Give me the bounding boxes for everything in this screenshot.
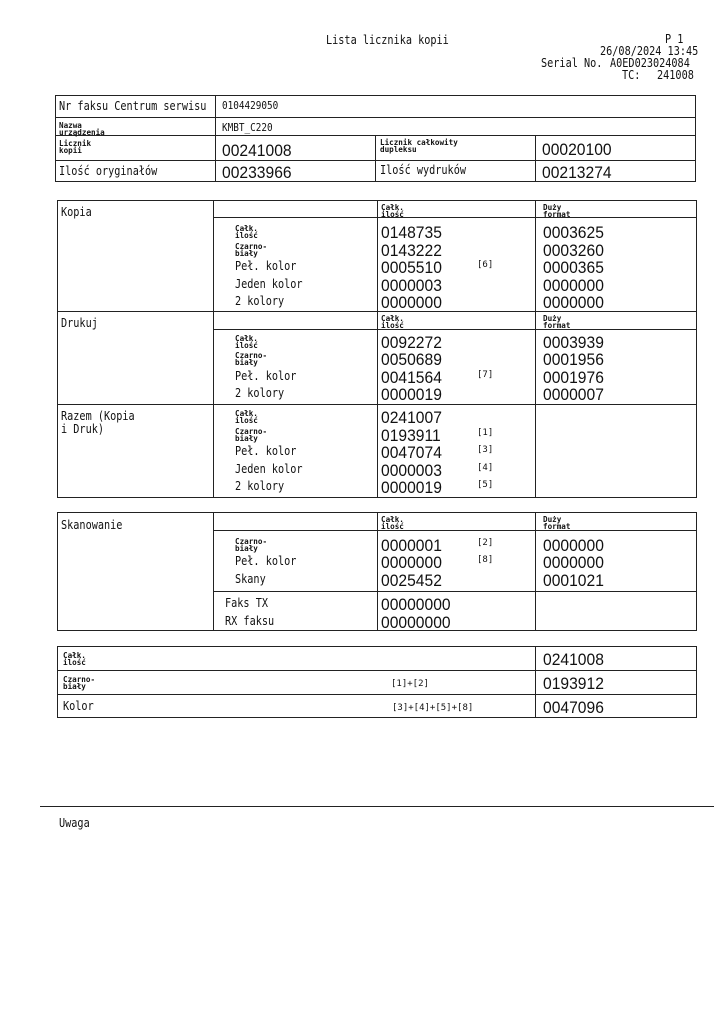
column-header-total: Całk. ilość [381,515,404,531]
footnote-ref: [3] [477,445,494,455]
row-label: Peł. kolor [235,444,297,458]
row-label: Czarno-biały [235,351,268,368]
total-count: 0025452 [381,570,442,590]
copy-counter-value: 00241008 [222,141,292,160]
footnote-ref: [8] [477,555,494,566]
row-divider [213,530,697,531]
serial-value: A0ED023024084 [610,56,690,70]
remarks-label: Uwaga [59,816,90,830]
tc-label: TC: [622,68,641,82]
total-count: 0000019 [381,478,442,497]
total-count: 0005510 [381,258,442,278]
large-format-count: 0000000 [543,536,604,555]
section-label: Kopia [61,205,92,219]
summary-value: 0241008 [543,650,604,669]
row-label: Jeden kolor [235,276,303,291]
total-count: 0000000 [381,553,442,573]
total-count: 0143222 [381,240,442,260]
large-format-count: 0000365 [543,258,604,278]
row-label: Całk. ilość [235,334,258,350]
row-label: Czarno-biały [235,241,268,258]
column-header-large-format: Duży format [543,203,571,219]
row-label: 2 kolory [235,294,285,309]
column-divider [535,404,536,498]
row-label: Całk. ilość [63,651,86,667]
row-label: RX faksu [225,613,275,628]
duplex-value: 00020100 [542,140,612,159]
column-divider [535,311,536,404]
total-count: 0000000 [381,293,442,313]
originals-label: Ilość oryginałów [59,164,158,178]
report-title: Lista licznika kopii [326,33,449,47]
report-datetime: 26/08/2024 13:45 [600,44,699,58]
total-count: 0041564 [381,367,442,387]
row-divider [213,217,697,218]
column-header-total: Całk. ilość [381,314,404,330]
row-label: 2 kolory [235,385,285,400]
row-divider [57,670,697,671]
row-label: Peł. kolor [235,259,297,274]
large-format-count: 0003625 [543,223,604,242]
fax-value: 0104429050 [222,99,279,112]
large-format-count: 0003939 [543,333,604,352]
total-count: 0000003 [381,275,442,295]
large-format-count: 0001956 [543,350,604,370]
total-count: 0000001 [381,536,442,555]
prints-label: Ilość wydruków [380,163,466,177]
formula: [3]+[4]+[5]+[8] [392,703,474,713]
device-name-value: KMBT_C220 [222,121,273,134]
column-divider [535,646,536,718]
total-count: 0000019 [381,384,442,404]
total-count: 00000000 [381,612,451,632]
large-format-count: 0000007 [543,384,604,404]
formula: [1]+[2] [391,679,429,689]
total-count: 0193911 [381,425,441,445]
total-count: 0148735 [381,223,442,242]
row-label: Jeden kolor [235,461,303,476]
section-label: Drukuj [61,316,98,330]
device-name-label: Nazwa urządzenia [59,121,105,137]
large-format-count: 0001021 [543,570,604,590]
row-label: Peł. kolor [235,554,297,569]
large-format-count: 0001976 [543,367,604,387]
total-count: 0050689 [381,350,442,370]
footnote-ref: [1] [477,427,494,438]
total-count: 0241007 [381,408,442,427]
section-label: Skanowanie [61,518,123,532]
row-label: Kolor [63,699,94,713]
column-divider [213,311,214,404]
summary-value: 0193912 [543,674,604,693]
page-number: P 1 [665,32,684,46]
row-divider [213,329,697,330]
originals-value: 00233966 [222,163,292,182]
section-label: Razem (Kopia i Druk) [61,409,135,436]
row-label: Faks TX [225,596,268,610]
column-divider [213,404,214,498]
row-label: Całk. ilość [235,224,258,240]
column-header-total: Całk. ilość [381,203,404,219]
large-format-count: 0000000 [543,275,604,295]
column-header-large-format: Duży format [543,515,571,531]
total-count: 0047074 [381,443,442,462]
row-label: Skany [235,571,266,586]
footnote-ref: [7] [477,369,494,380]
copy-counter-label: Licznik kopii [59,139,92,155]
row-label: Peł. kolor [235,368,297,383]
large-format-count: 0000000 [543,553,604,573]
total-count: 0092272 [381,333,442,352]
footnote-ref: [6] [477,260,494,271]
row-label: Czarno-biały [63,675,96,691]
serial-label: Serial No. [541,56,603,70]
row-label: Czarno-biały [235,537,268,553]
row-divider [57,694,697,695]
column-header-large-format: Duży format [543,314,571,330]
tc-value: 241008 [657,68,694,82]
column-divider [377,404,378,498]
row-label: 2 kolory [235,479,285,493]
column-divider [377,311,378,404]
duplex-label: Licznik całkowity dupleksu [380,138,458,154]
footnote-ref: [4] [477,462,494,473]
total-count: 00000000 [381,595,451,614]
large-format-count: 0003260 [543,240,604,260]
large-format-count: 0000000 [543,293,604,313]
footnote-ref: [5] [477,480,494,490]
total-count: 0000003 [381,460,442,480]
row-label: Całk. ilość [235,409,258,425]
row-label: Czarno-biały [235,426,268,443]
row-divider [213,591,697,592]
footnote-ref: [2] [477,538,494,548]
fax-label: Nr faksu Centrum serwisu [59,99,207,113]
summary-value: 0047096 [543,698,604,717]
prints-value: 00213274 [542,163,612,182]
divider [40,806,714,807]
